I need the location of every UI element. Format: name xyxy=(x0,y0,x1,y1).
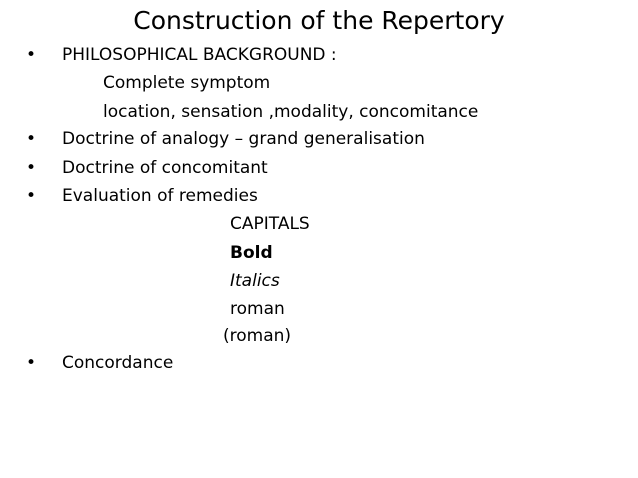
bullet-evaluation-of-remedies: Evaluation of remedies xyxy=(62,186,258,206)
grade-bold: Bold xyxy=(230,243,273,263)
sub-item-symptom-components: location, sensation ,modality, concomitance xyxy=(103,102,479,122)
bullet-icon: • xyxy=(26,158,37,178)
slide-title: Construction of the Repertory xyxy=(133,6,505,35)
grade-roman: roman xyxy=(230,299,285,319)
bullet-icon: • xyxy=(26,186,37,206)
bullet-icon: • xyxy=(26,129,37,149)
grade-italics: Italics xyxy=(230,271,280,291)
grade-roman-parenthesized: (roman) xyxy=(223,326,292,346)
bullet-doctrine-of-concomitant: Doctrine of concomitant xyxy=(62,158,268,178)
bullet-doctrine-of-analogy: Doctrine of analogy – grand generalisation xyxy=(62,129,425,149)
sub-item-complete-symptom: Complete symptom xyxy=(103,73,271,93)
bullet-philosophical-background: PHILOSOPHICAL BACKGROUND : xyxy=(62,45,337,65)
bullet-concordance: Concordance xyxy=(62,353,174,373)
bullet-icon: • xyxy=(26,45,37,65)
grade-capitals: CAPITALS xyxy=(230,214,310,234)
bullet-icon: • xyxy=(26,353,37,373)
